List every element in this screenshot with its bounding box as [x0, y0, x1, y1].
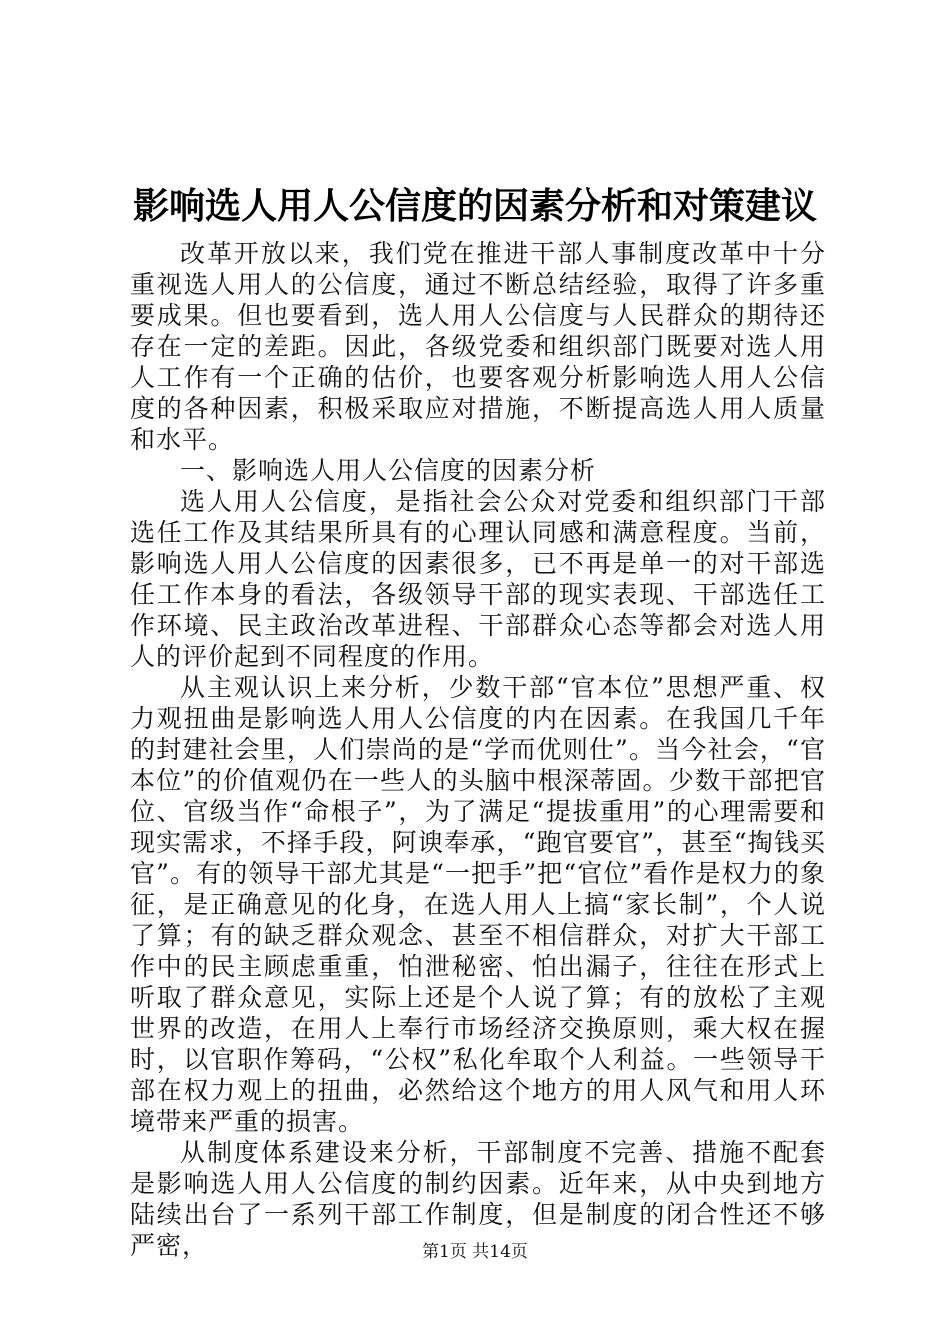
document-title: 影响选人用人公信度的因素分析和对策建议	[132, 185, 817, 227]
document-body	[130, 238, 826, 1261]
paragraph-subjective: 从主观认识上来分析，少数干部“官本位”思想严重、权力观扭曲是影响选人用人公信度的内在因素。在我国几千年的封建社会里，人们崇尚的是“学而优则仕”。当今社会，“官本位”的价值观仍在一些人的头脑中根深蒂固。少数干部把官位、官级当作“命根子”，为了满足“提拔重用”的心理需要和现实需求，不择手段，阿谀奉承，“跑官要官”，甚至“掏钱买官”。有的领导干部尤其是“一把手”把“官位”看作是权力的象征，是正确意见的化身，在选人用人上搞“家长制”，个人说了算；有的缺乏群众观念、甚至不相信群众，对扩大干部工作中的民主顾虑重重，怕泄秘密、怕出漏子，往往在形式上听取了群众意见，实际上还是个人说了算；有的放松了主观世界的改造，在用人上奉行市场经济交换原则，乘大权在握时，以官职作筹码，“公权”私化牟取个人利益。一些领导干部在权力观上的扭曲，必然给这个地方的用人风气和用人环境带来严重的损害。	[130, 673, 826, 1136]
page-number-footer: 第1页 共14页	[422, 1242, 528, 1262]
paragraph-intro: 改革开放以来，我们党在推进干部人事制度改革中十分重视选人用人的公信度，通过不断总结经验，取得了许多重要成果。但也要看到，选人用人公信度与人民群众的期待还存在一定的差距。因此，各级党委和组织部门既要对选人用人工作有一个正确的估价，也要客观分析影响选人用人公信度的各种因素，积极采取应对措施，不断提高选人用人质量和水平。	[130, 239, 826, 454]
section-heading: 一、影响选人用人公信度的因素分析	[180, 456, 597, 485]
paragraph-definition: 选人用人公信度，是指社会公众对党委和组织部门干部选任工作及其结果所具有的心理认同感和满意程度。当前，影响选人用人公信度的因素很多，已不再是单一的对干部选任工作本身的看法，各级领导干部的现实表现、干部选任工作环境、民主政治改革进程、干部群众心态等都会对选人用人的评价起到不同程度的作用。	[130, 487, 826, 671]
paragraph-institutional: 从制度体系建设来分析，干部制度不完善、措施不配套是影响选人用人公信度的制约因素。近年来，从中央到地方陆续出台了一系列干部工作制度，但是制度的闭合性还不够严密，	[130, 1138, 826, 1260]
